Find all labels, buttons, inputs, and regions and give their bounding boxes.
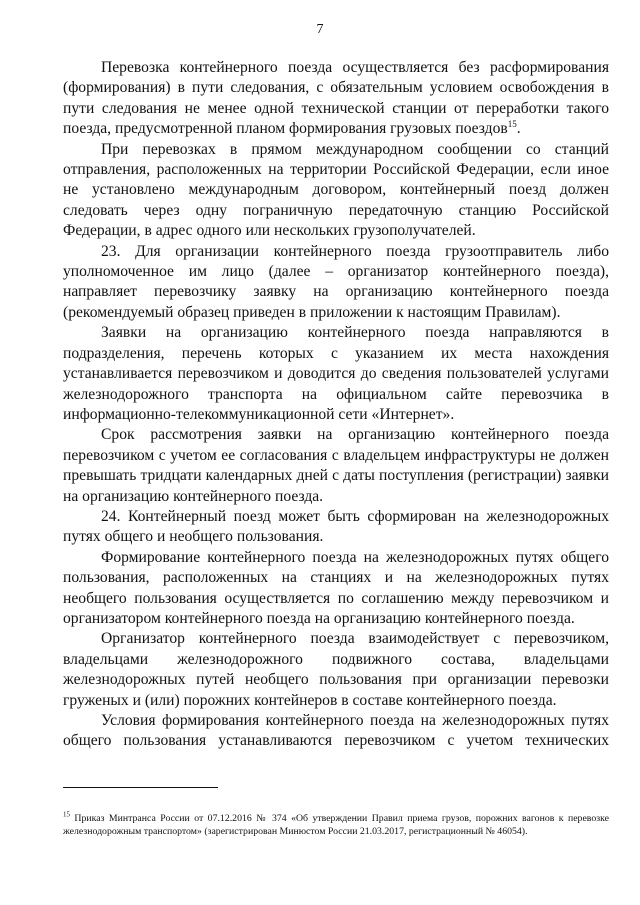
paragraph-organizer-interaction: Организатор контейнерного поезда взаимодействует с перевозчиком, владельцами железнодорожного подвижного состава, владельцами железнодорожных путей необщего пользования при организации перевозки груженых и (или) порожних контейнеров в составе контейнерного поезда.	[63, 630, 609, 709]
paragraph-clause-24: 24. Контейнерный поезд может быть сформирован на железнодорожных путях общего и необщего пользования.	[63, 507, 609, 546]
paragraph-container-transport	[63, 58, 609, 140]
paragraph-formation-agreement: Формирование контейнерного поезда на железнодорожных путях общего пользования, расположенных на станциях и на железнодорожных путях необщего пользования осуществляется по соглашению между перевозчиком и организатором контейнерного поезда на организацию контейнерного поезда.	[63, 548, 609, 627]
paragraph-review-period: Срок рассмотрения заявки на организацию контейнерного поезда перевозчиком с учетом ее согласования с владельцем инфраструктуры не должен превышать тридцати календарных дней с даты поступления (регистрации) заявки на организацию контейнерного поезда.	[63, 426, 609, 505]
paragraph-clause-23: 23. Для организации контейнерного поезда грузоотправитель либо уполномоченное им лицо (далее – организатор контейнерного поезда), направляет перевозчику заявку на организацию контейнерного поезда (рекомендуемый образец приведен в приложении к настоящим Правилам).	[63, 242, 609, 321]
paragraph-text: Перевозка контейнерного поезда осуществляется без расформирования (формирования) в пути следования, с обязательным условием освобождения в пути следования не менее одной технической станции от переработки такого поезда, предусмотренной планом формирования грузовых поездов	[63, 59, 609, 138]
page-number: 7	[316, 22, 324, 37]
paragraph-international-traffic: При перевозках в прямом международном сообщении со станций отправления, расположенных на территории Российской Федерации, если иное не установлено международным договором, контейнерный поезд должен следовать через одну пограничную передаточную станцию Российской Федерации, в адрес одного или нескольких грузополучателей.	[63, 140, 609, 240]
footnote-divider	[63, 787, 218, 788]
footnote	[63, 812, 609, 838]
paragraph-formation-conditions: Условия формирования контейнерного поезда на железнодорожных путях общего пользования устанавливаются перевозчиком с учетом технических	[63, 712, 609, 750]
paragraph-applications: Заявки на организацию контейнерного поезда направляются в подразделения, перечень которых с указанием их места нахождения устанавливается перевозчиком и доводится до сведения пользователей услугами железнодорожного транспорта на официальном сайте перевозчика в информационно-телекоммуникационной сети «Интернет».	[63, 324, 609, 423]
footnote-reference[interactable]: 15	[507, 119, 517, 130]
paragraph-tail: .	[516, 120, 521, 138]
document-body	[63, 58, 609, 752]
footnote-marker: 15	[63, 810, 70, 819]
footnote-text: Приказ Минтранса России от 07.12.2016 № 374 «Об утверждении Правил приема грузов, порожних вагонов к перевозке железнодорожным транспортом» (зарегистрирован Минюстом России 21.03.2017, регистрационный № 46054).	[63, 813, 609, 838]
